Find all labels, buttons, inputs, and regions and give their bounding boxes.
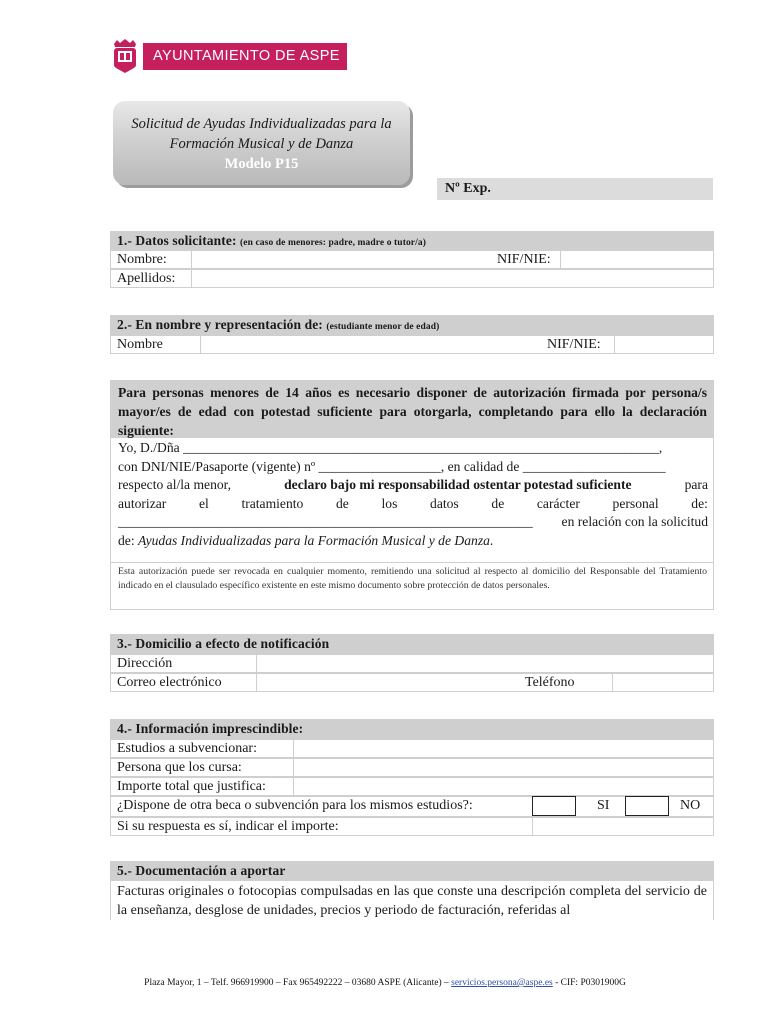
declaration-word: personal [612, 495, 659, 511]
applicant-nif-label: NIF/NIE: [497, 252, 551, 267]
email-field[interactable] [257, 674, 519, 691]
applicant-surname-label: Apellidos: [117, 271, 176, 286]
student-name-field[interactable] [201, 336, 539, 353]
section4-header: 4.- Información imprescindible: [110, 719, 714, 739]
declaration-word: de [491, 495, 505, 511]
studies-row [110, 739, 714, 758]
other-grant-amount-row [110, 817, 714, 836]
declaration-word: los [381, 495, 398, 511]
declaration-word: autorizar [118, 495, 167, 511]
brand-banner: AYUNTAMIENTO DE ASPE [143, 43, 347, 70]
email-row [110, 673, 714, 692]
amount-field[interactable] [294, 778, 713, 795]
form-title-line2: Formación Musical y de Danza [169, 136, 354, 152]
address-label: Dirección [117, 656, 173, 671]
declaration-text: de: [118, 532, 135, 548]
documentation-text: Facturas originales o fotocopias compulsadas en las que conste una descripción completa del servicio de la enseñanza, desglose de unidades, precios y periodo de facturación, referidas al [110, 878, 714, 920]
applicant-surname-field[interactable] [192, 270, 712, 287]
form-model: Modelo P15 [224, 156, 299, 172]
declaration-word: tratamiento [241, 495, 304, 511]
applicant-name-label: Nombre: [117, 252, 167, 267]
footer-address: Plaza Mayor, 1 – Telf. 966919900 – Fax 965492222 – 03680 ASPE (Alicante) – [144, 978, 452, 988]
declaration-line-3 [118, 476, 708, 495]
form-title-box [113, 101, 410, 185]
declaration-text: para [684, 477, 708, 493]
applicant-name-field[interactable] [192, 251, 490, 268]
student-nif-label: NIF/NIE: [547, 337, 601, 352]
section1-header [110, 231, 714, 251]
declaration-text: en relación con la solicitud [561, 514, 708, 530]
other-grant-amount-field[interactable] [533, 818, 713, 835]
section5-header: 5.- Documentación a aportar [110, 861, 714, 881]
studies-label: Estudios a subvencionar: [117, 741, 257, 756]
declaration-word: el [198, 495, 209, 511]
section2-title: 2.- En nombre y representación de: [117, 317, 323, 332]
footer-cif: - CIF: P0301900G [552, 978, 626, 988]
other-grant-row [110, 796, 714, 817]
address-row [110, 654, 714, 673]
declaration-word: de: [691, 495, 708, 511]
section2-header [110, 315, 714, 335]
applicant-surname-row [110, 269, 714, 288]
declaration-word: carácter [536, 495, 580, 511]
declaration-line-name[interactable]: Yo, D./Dña ______________________________________________________________________, [118, 440, 663, 455]
other-grant-label: ¿Dispone de otra beca o subvención para los mismos estudios?: [117, 798, 473, 813]
address-field[interactable] [257, 655, 713, 672]
applicant-nif-field[interactable] [561, 251, 713, 268]
declaration-bold: declaro bajo mi responsabilidad ostentar potestad suficiente [284, 477, 632, 493]
amount-label: Importe total que justifica: [117, 779, 266, 794]
other-grant-amount-label: Si su respuesta es sí, indicar el importe: [117, 819, 339, 834]
applicant-name-row [110, 250, 714, 269]
student-nif-field[interactable] [615, 336, 713, 353]
section2-note: (estudiante menor de edad) [326, 322, 440, 332]
yes-label: SI [597, 798, 610, 813]
minor-authorization-box [110, 380, 714, 610]
declaration-word: de [336, 495, 349, 511]
declaration-line-6 [118, 532, 708, 551]
declaration-line-dni[interactable]: con DNI/NIE/Pasaporte (vigente) nº __________________, en calidad de _____________________ [118, 458, 666, 474]
no-checkbox[interactable] [625, 796, 669, 816]
studies-field[interactable] [294, 740, 713, 757]
phone-label: Teléfono [525, 675, 575, 690]
no-label: NO [680, 798, 701, 813]
student-name-row [110, 335, 714, 354]
yes-checkbox[interactable] [532, 796, 576, 816]
declaration-line-4 [118, 495, 708, 514]
section1-note: (en caso de menores: padre, madre o tutor/a) [240, 238, 426, 248]
minor-name-blank[interactable]: _____________________________________________________________ [118, 514, 533, 530]
form-title-line1: Solicitud de Ayudas Individualizadas para la [131, 116, 392, 132]
declaration-text: respecto al/la menor, [118, 477, 232, 493]
student-name-label: Nombre [117, 337, 163, 352]
page-footer [0, 978, 770, 988]
expedient-number-field[interactable]: Nº Exp. [437, 178, 713, 200]
student-field[interactable] [294, 759, 713, 776]
phone-field[interactable] [613, 674, 713, 691]
section3-header: 3.- Domicilio a efecto de notificación [110, 634, 714, 654]
student-label: Persona que los cursa: [117, 760, 242, 775]
town-crest-icon [111, 38, 139, 74]
student-row [110, 758, 714, 777]
section1-title: 1.- Datos solicitante: [117, 233, 237, 248]
amount-row [110, 777, 714, 796]
program-name: Ayudas Individualizadas para la Formación Musical y de Danza [138, 532, 490, 548]
authorization-heading: Para personas menores de 14 años es necesario disponer de autorización firmada por persona/s mayor/es de edad con potestad suficiente para otorgarla, completando para ello la declaración siguiente: [111, 381, 713, 438]
declaration-text: . [489, 532, 494, 548]
declaration-word: datos [430, 495, 459, 511]
revocation-note: Esta autorización puede ser revocada en cualquier momento, remitiendo una solicitud al respecto al domicilio del Responsable del Tratamiento indicado en el clausulado específico existente en este mismo documento sobre protección de datos personales. [111, 562, 713, 593]
declaration-line-5 [118, 513, 708, 532]
email-label: Correo electrónico [117, 675, 222, 690]
footer-email-link[interactable]: servicios.persona@aspe.es [451, 978, 553, 988]
authorization-declaration [118, 439, 708, 551]
